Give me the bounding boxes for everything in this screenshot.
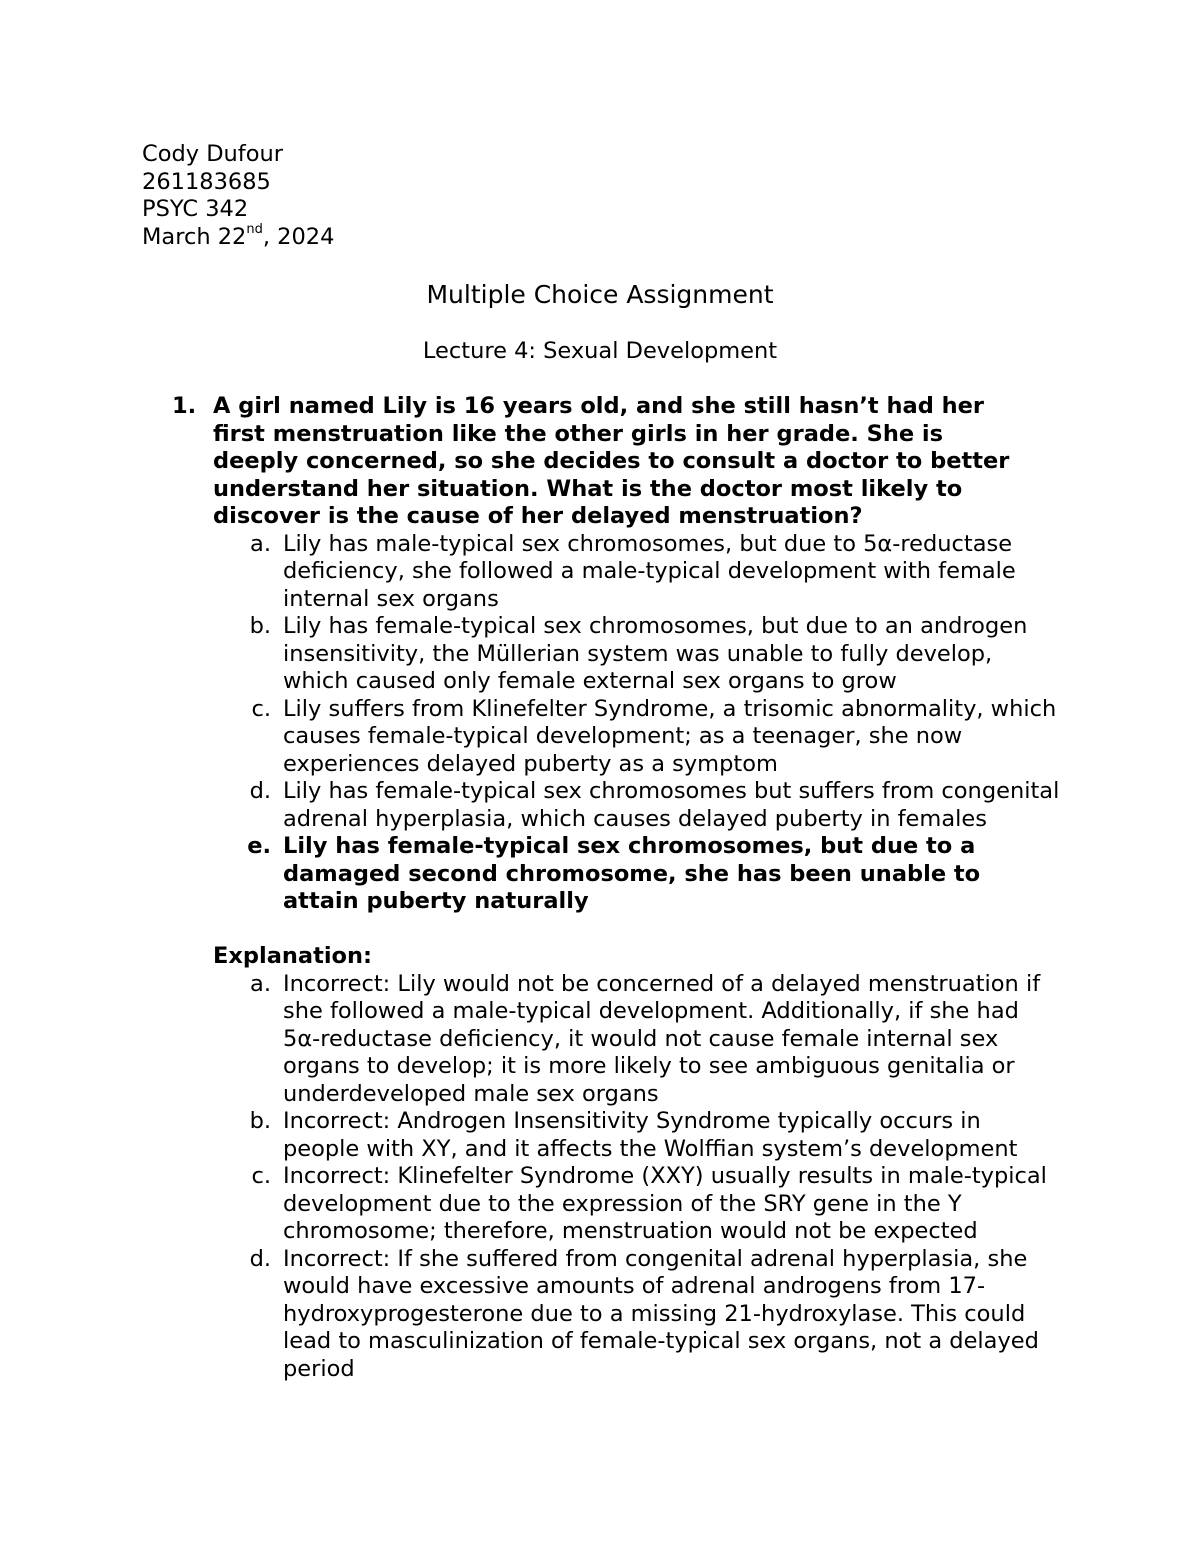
date-ordinal: nd xyxy=(246,222,263,237)
student-name: Cody Dufour xyxy=(142,141,284,167)
explanation-d xyxy=(213,1246,1072,1384)
question-stem xyxy=(172,393,1072,531)
option-c xyxy=(213,696,1072,779)
question-text: A girl named Lily is 16 years old, and she still hasn’t had her first menstruation like the other girls in her grade. She is deeply concerned, so she decides to consult a doctor to better understand her situation. What is the doctor most likely to discover is the cause of her delayed menstruation? xyxy=(213,393,1010,529)
explanation-text: Incorrect: Klinefelter Syndrome (XXY) usually results in male-typical development due to the expression of the SRY gene in the Y chromosome; therefore, menstruation would not be expected xyxy=(283,1163,1047,1244)
answer-options xyxy=(213,531,1072,916)
option-text: Lily has female-typical sex chromosomes, but due to an androgen insensitivity, the Müllerian system was unable to fully develop, which caused only female external sex organs to grow xyxy=(283,613,1028,694)
option-text: Lily has female-typical sex chromosomes but suffers from congenital adrenal hyperplasia, which causes delayed puberty in females xyxy=(283,778,1060,832)
date-prefix: March 22 xyxy=(142,223,247,250)
explanation-c xyxy=(213,1163,1072,1246)
question-number: 1. xyxy=(172,393,197,419)
course-code: PSYC 342 xyxy=(142,196,249,222)
student-id: 261183685 xyxy=(142,168,271,195)
page-title: Multiple Choice Assignment xyxy=(426,280,774,309)
question-block xyxy=(172,393,1072,1383)
option-letter: d. xyxy=(249,778,271,804)
option-letter: b. xyxy=(249,613,271,639)
option-e-correct xyxy=(213,833,1072,916)
option-text: Lily has female-typical sex chromosomes, but due to a damaged second chromosome, she has been unable to attain puberty naturally xyxy=(283,833,981,914)
explanation-letter: d. xyxy=(249,1245,271,1272)
option-b xyxy=(213,613,1072,696)
option-a xyxy=(213,531,1072,614)
explanation-a xyxy=(213,971,1072,1109)
explanation-heading: Explanation: xyxy=(213,943,373,969)
explanation-letter: c. xyxy=(251,1163,271,1189)
explanation-text: Incorrect: Androgen Insensitivity Syndrome typically occurs in people with XY, and it affects the Wolffian system’s development xyxy=(283,1108,1018,1162)
date-suffix: , 2024 xyxy=(262,223,335,250)
date xyxy=(142,224,334,252)
page-subtitle: Lecture 4: Sexual Development xyxy=(422,338,778,364)
option-letter: e. xyxy=(247,833,271,859)
explanation-text: Incorrect: If she suffered from congenital adrenal hyperplasia, she would have excessive amounts of adrenal androgens from 17-hydroxyprogesterone due to a missing 21-hydroxylase. This could lead to masculinization of female-typical sex organs, not a delayed period xyxy=(283,1245,1039,1382)
explanation-letter: a. xyxy=(250,970,271,997)
explanation-letter: b. xyxy=(249,1108,271,1134)
option-text: Lily suffers from Klinefelter Syndrome, a trisomic abnormality, which causes female-typical development; as a teenager, she now experiences delayed puberty as a symptom xyxy=(283,695,1057,777)
option-letter: c. xyxy=(251,695,271,722)
header-block xyxy=(142,141,334,251)
option-d xyxy=(213,778,1072,833)
explanation-b xyxy=(213,1108,1072,1163)
option-text: Lily has male-typical sex chromosomes, but due to 5α-reductase deficiency, she followed a male-typical development with female internal sex organs xyxy=(283,530,1016,612)
option-letter: a. xyxy=(250,530,271,557)
explanation-list xyxy=(213,971,1072,1384)
explanation-text: Incorrect: Lily would not be concerned of a delayed menstruation if she followed a male-typical development. Additionally, if she had 5α-reductase deficiency, it would not cause female internal sex organs to develop; it is more likely to see ambiguous genitalia or underdeveloped male sex organs xyxy=(283,970,1041,1107)
